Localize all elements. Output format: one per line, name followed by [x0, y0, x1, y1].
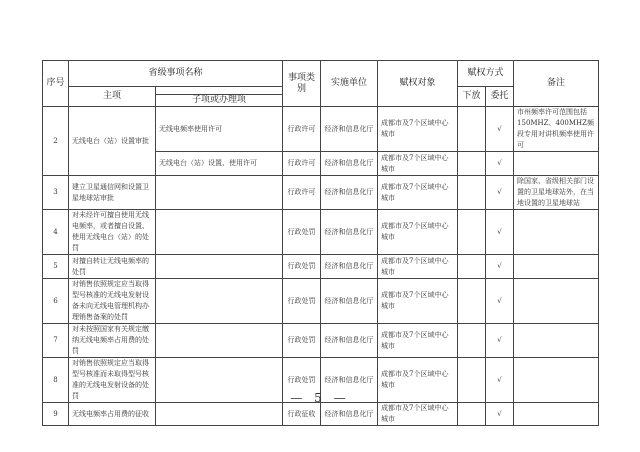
cell-seq: 6	[43, 279, 69, 324]
cell-target: 成都市及7个区域中心城市	[378, 403, 458, 426]
cell-remarks: 除国家、省级相关部门设置的卫星地球站外，在当地设置的卫星地球站	[514, 176, 599, 210]
header-sub-spacer	[156, 87, 283, 95]
cell-entrust: √	[486, 152, 514, 176]
cell-type: 行政处罚	[283, 324, 321, 358]
table-row	[43, 279, 599, 324]
cell-type: 行政许可	[283, 152, 321, 176]
cell-sub	[156, 210, 283, 255]
header-entrust: 委托	[486, 87, 514, 107]
header-seq: 序号	[43, 61, 69, 107]
cell-down	[458, 210, 486, 255]
header-item-type: 事项类别	[283, 61, 321, 107]
cell-entrust: √	[486, 324, 514, 358]
cell-target: 成都市及7个区域中心城市	[378, 176, 458, 210]
cell-main: 建立卫星通信网和设置卫星地球站审批	[69, 176, 156, 210]
cell-entrust: √	[486, 403, 514, 426]
cell-sub	[156, 324, 283, 358]
cell-main: 无线电台（站）设置审批	[69, 107, 156, 176]
cell-target: 成都市及7个区域中心城市	[378, 210, 458, 255]
cell-target: 成都市及7个区域中心城市	[378, 152, 458, 176]
cell-sub	[156, 279, 283, 324]
cell-target: 成都市及7个区域中心城市	[378, 255, 458, 279]
cell-remarks	[514, 255, 599, 279]
cell-entrust: √	[486, 358, 514, 403]
table-row	[43, 324, 599, 358]
cell-down	[458, 152, 486, 176]
cell-type: 行政处罚	[283, 210, 321, 255]
cell-seq: 2	[43, 107, 69, 176]
cell-unit: 经济和信息化厅	[321, 358, 378, 403]
cell-unit: 经济和信息化厅	[321, 152, 378, 176]
cell-unit: 经济和信息化厅	[321, 324, 378, 358]
cell-type: 行政处罚	[283, 255, 321, 279]
cell-entrust: √	[486, 255, 514, 279]
cell-seq: 9	[43, 403, 69, 426]
cell-sub	[156, 176, 283, 210]
cell-seq: 5	[43, 255, 69, 279]
cell-seq: 4	[43, 210, 69, 255]
header-delegate-down: 下放	[458, 87, 486, 107]
cell-target: 成都市及7个区域中心城市	[378, 358, 458, 403]
cell-type: 行政许可	[283, 176, 321, 210]
table-row	[43, 176, 599, 210]
cell-type: 行政处罚	[283, 279, 321, 324]
cell-unit: 经济和信息化厅	[321, 279, 378, 324]
cell-main: 对销售依照规定应当取得型号核准而未取得型号核准的无线电发射设备的处罚	[69, 358, 156, 403]
cell-seq: 8	[43, 358, 69, 403]
cell-main: 无线电频率占用费的征收	[69, 403, 156, 426]
page-number: — 5 —	[290, 391, 350, 405]
cell-seq: 7	[43, 324, 69, 358]
cell-entrust: √	[486, 279, 514, 324]
cell-type: 行政许可	[283, 107, 321, 152]
cell-main: 对销售依照规定应当取得型号核准的无线电发射设备未向无线电管理机构办理销售备案的处罚	[69, 279, 156, 324]
cell-down	[458, 279, 486, 324]
cell-sub	[156, 403, 283, 426]
cell-down	[458, 403, 486, 426]
cell-sub: 无线电台（站）设置、使用许可	[156, 152, 283, 176]
header-target: 赋权对象	[378, 61, 458, 107]
cell-remarks	[514, 403, 599, 426]
table-row	[43, 107, 599, 152]
cell-target: 成都市及7个区域中心城市	[378, 324, 458, 358]
header-main-item: 主项	[69, 87, 156, 107]
cell-target: 成都市及7个区域中心城市	[378, 107, 458, 152]
cell-sub	[156, 255, 283, 279]
cell-unit: 经济和信息化厅	[321, 107, 378, 152]
cell-down	[458, 324, 486, 358]
cell-down	[458, 107, 486, 152]
cell-main: 对未按照国家有关规定缴纳无线电频率占用费的处罚	[69, 324, 156, 358]
cell-entrust: √	[486, 210, 514, 255]
table-row	[43, 210, 599, 255]
table-row	[43, 403, 599, 426]
cell-remarks	[514, 279, 599, 324]
cell-target: 成都市及7个区域中心城市	[378, 279, 458, 324]
cell-type: 行政征收	[283, 403, 321, 426]
cell-main: 对擅自转让无线电频率的处罚	[69, 255, 156, 279]
cell-unit: 经济和信息化厅	[321, 255, 378, 279]
delegation-table	[42, 60, 599, 426]
cell-type: 行政处罚	[283, 358, 321, 403]
cell-seq: 3	[43, 176, 69, 210]
cell-unit: 经济和信息化厅	[321, 210, 378, 255]
header-method: 赋权方式	[458, 61, 514, 87]
header-remarks: 备注	[514, 61, 599, 107]
cell-entrust: √	[486, 107, 514, 152]
cell-entrust: √	[486, 176, 514, 210]
cell-down	[458, 255, 486, 279]
cell-unit: 经济和信息化厅	[321, 176, 378, 210]
cell-main: 对未经许可擅自使用无线电频率，或者擅自设置、使用无线电台（站）的处罚	[69, 210, 156, 255]
header-impl-unit: 实施单位	[321, 61, 378, 107]
cell-remarks	[514, 324, 599, 358]
table-row	[43, 255, 599, 279]
cell-unit: 经济和信息化厅	[321, 403, 378, 426]
cell-remarks: 市州频率许可范围包括150MHZ、400MHZ频段专用对讲机频率使用许可	[514, 107, 599, 152]
cell-down	[458, 176, 486, 210]
header-sub-item: 子项或办理项	[156, 95, 283, 107]
header-item-name: 省级事项名称	[69, 61, 283, 87]
cell-remarks	[514, 210, 599, 255]
cell-remarks	[514, 152, 599, 176]
cell-sub: 无线电频率使用许可	[156, 107, 283, 152]
